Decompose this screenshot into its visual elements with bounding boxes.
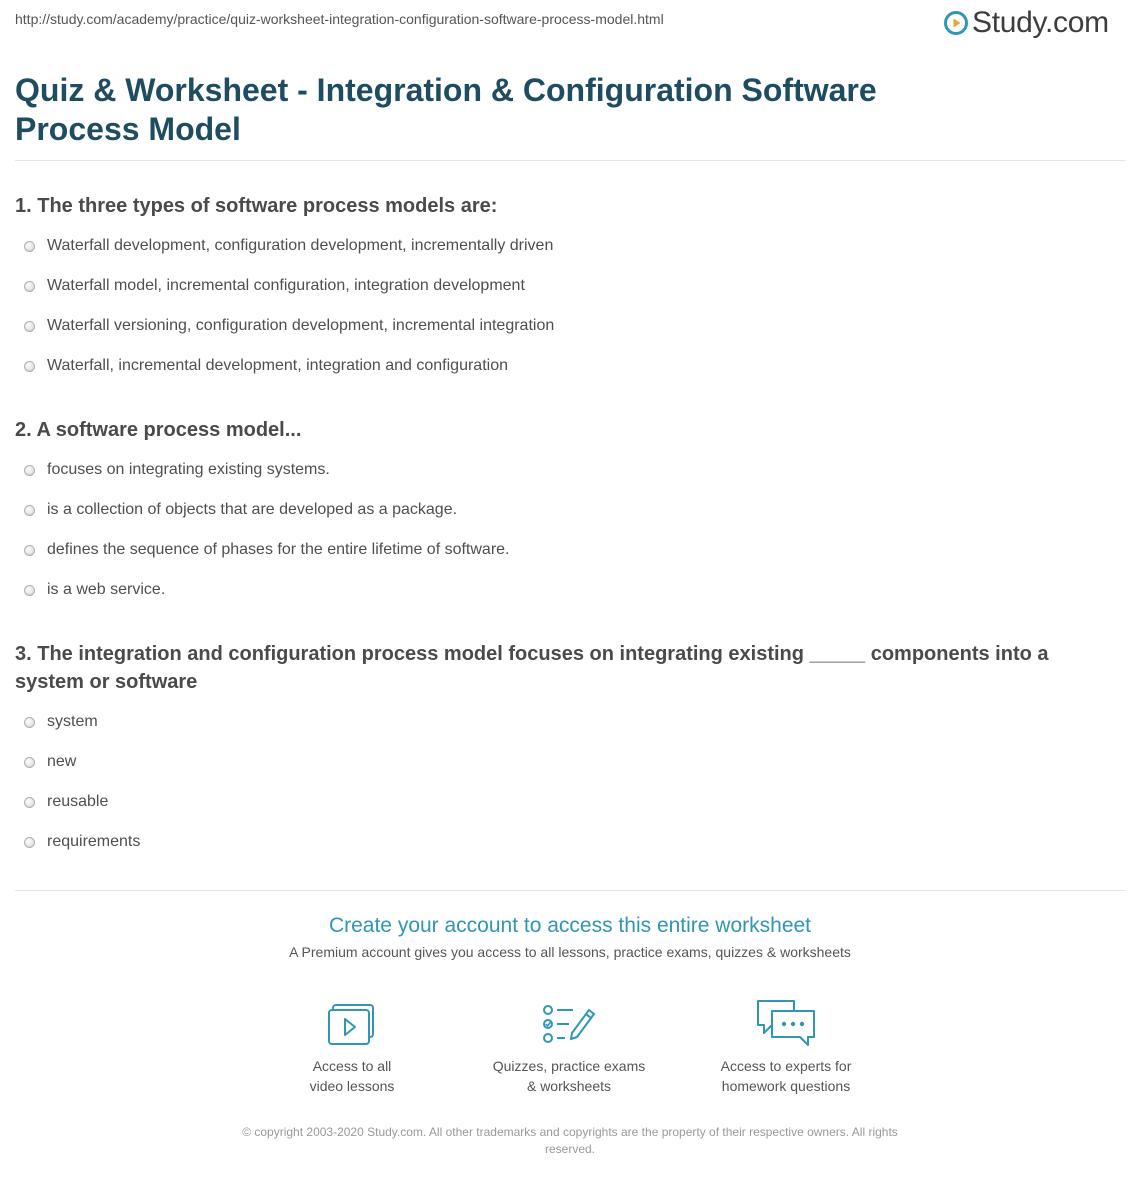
radio-button[interactable] [24,241,35,252]
feature-quizzes [469,996,669,1096]
play-circle-icon [944,11,968,35]
title-divider [15,160,1125,161]
radio-button[interactable] [24,837,35,848]
answer-option[interactable] [24,461,330,479]
option-label: is a collection of objects that are developed as a package. [47,501,458,518]
answer-option[interactable] [24,501,457,519]
option-label: Waterfall development, configuration development, incrementally driven [47,237,554,254]
radio-button[interactable] [24,797,35,808]
answer-option[interactable] [24,237,553,255]
option-label: system [47,713,98,730]
option-label: focuses on integrating existing systems. [47,461,330,478]
feature-line: video lessons [309,1078,395,1094]
feature-line: Quizzes, practice exams [492,1058,646,1074]
radio-button[interactable] [24,465,35,476]
feature-line: homework questions [721,1078,851,1094]
create-account-link[interactable]: Create your account to access this entire worksheet [328,914,812,937]
logo-text: Study.com [972,6,1109,39]
copyright-notice [0,1124,1140,1158]
copyright-line: reserved. [544,1142,596,1156]
answer-option[interactable] [24,753,76,771]
radio-button[interactable] [24,321,35,332]
feature-line: Access to experts for [720,1058,852,1074]
feature-video-lessons [252,996,452,1096]
feature-experts [686,996,886,1096]
answer-option[interactable] [24,833,140,851]
radio-button[interactable] [24,281,35,292]
option-label: new [47,753,77,770]
feature-line: Access to all [312,1058,392,1074]
video-lessons-icon [326,1002,378,1048]
premium-description: A Premium account gives you access to all lessons, practice exams, quizzes & worksheets [289,944,851,960]
answer-option[interactable] [24,317,554,335]
answer-option[interactable] [24,581,165,599]
quiz-checklist-icon [541,1002,597,1048]
question-3: 3. The integration and configuration process model focuses on integrating existing _____ components into a system or software [15,643,1049,693]
chat-bubbles-icon [754,998,818,1048]
radio-button[interactable] [24,757,35,768]
radio-button[interactable] [24,361,35,372]
radio-button[interactable] [24,585,35,596]
answer-option[interactable] [24,277,525,295]
answer-option[interactable] [24,713,98,731]
answer-option[interactable] [24,541,510,559]
question-1: 1. The three types of software process models are: [15,195,498,217]
option-label: is a web service. [47,581,166,598]
answer-option[interactable] [24,357,508,375]
answer-option[interactable] [24,793,108,811]
page-url: http://study.com/academy/practice/quiz-worksheet-integration-configuration-software-process-model.html [15,11,664,27]
radio-button[interactable] [24,545,35,556]
option-label: reusable [47,793,109,810]
question-2: 2. A software process model... [15,419,302,441]
option-label: Waterfall, incremental development, integration and configuration [47,357,508,374]
study-logo[interactable] [944,6,1109,40]
copyright-line: © copyright 2003-2020 Study.com. All other trademarks and copyrights are the property of their respective owners. All rights [242,1125,898,1139]
page-title: Quiz & Worksheet - Integration & Configuration Software Process Model [15,72,877,147]
radio-button[interactable] [24,717,35,728]
option-label: Waterfall versioning, configuration development, incremental integration [47,317,555,334]
feature-line: & worksheets [526,1078,612,1094]
radio-button[interactable] [24,505,35,516]
section-divider [15,890,1125,891]
option-label: Waterfall model, incremental configuration, integration development [47,277,525,294]
option-label: defines the sequence of phases for the entire lifetime of software. [47,541,510,558]
option-label: requirements [47,833,141,850]
